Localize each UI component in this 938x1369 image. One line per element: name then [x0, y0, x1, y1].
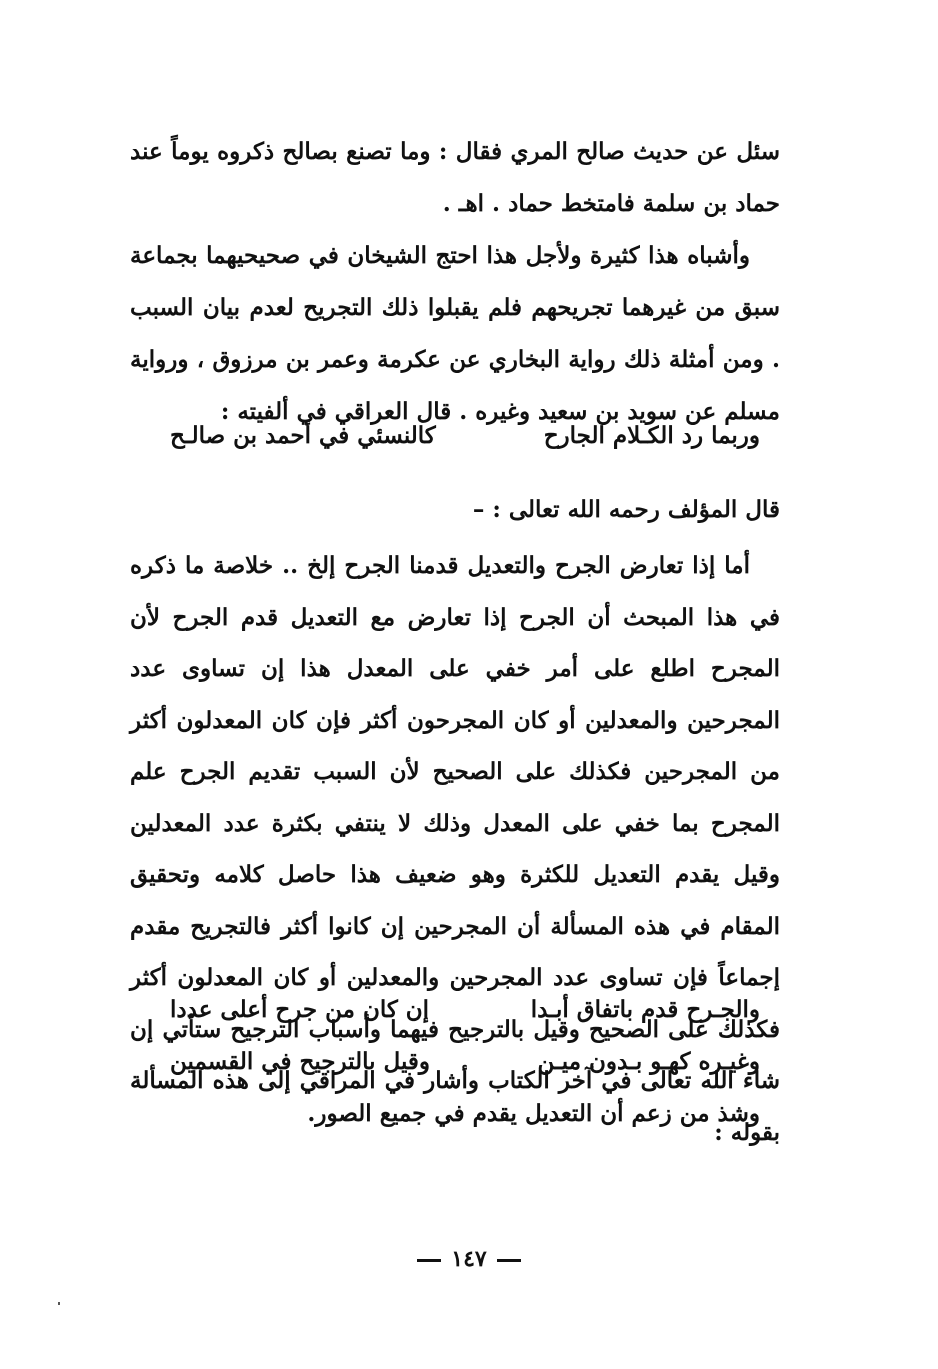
- section-heading: قال المؤلف رحمه الله تعالى : –: [472, 496, 780, 523]
- page-number-dash-left: [417, 1259, 441, 1262]
- verse-2-right-hemistich: والجـرح قدم باتفاق أبـدا: [530, 996, 760, 1023]
- closing-line: وشذ من زعم أن التعديل يقدم في جميع الصور.: [307, 1100, 760, 1127]
- page-number: ١٤٧: [451, 1246, 487, 1272]
- paragraph-1: سئل عن حديث صالح المري فقال : وما تصنع بصالح ذكروه يوماً عند حماد بن سلمة فامتخط حماد . اهـ .: [130, 138, 780, 217]
- verse-3-left-hemistich: وقيل بالترجيح في القسمين: [170, 1048, 430, 1075]
- scan-speck: [58, 1302, 60, 1305]
- verse-2-left-hemistich: إن كان من جرح أعلى عددا: [170, 996, 430, 1023]
- verse-1-right-hemistich: وربما رد الكـلام الجارح: [543, 422, 760, 449]
- paragraph-2: وأشباه هذا كثيرة ولأجل هذا احتج الشيخان في صحيحيهما بجماعة سبق من غيرهما تجريحهم فلم يقبلوا ذلك التجريح لعدم بيان السبب . ومن أمثلة ذلك رواية البخاري عن عكرمة وعمر بن مرزوق ، ورواية مسلم عن سويد بن سعيد وغيره . قال العراقي في ألفيته :: [130, 242, 780, 425]
- verse-line-1: [170, 422, 760, 449]
- verse-3-right-hemistich: وغيـره كهـو بـدون ميـن: [537, 1048, 760, 1075]
- paragraph-3: أما إذا تعارض الجرح والتعديل قدمنا الجرح إلخ .. خلاصة ما ذكره في هذا المبحث أن الجرح إذا تعارض مع التعديل قدم الجرح لأن المجرح اطلع على أمر خفي على المعدل هذا إن تساوى عدد المجرحين والمعدلين أو كان المجرحون أكثر فإن كان المعدلون أكثر من المجرحين فكذلك على الصحيح لأن السبب تقديم الجرح علم المجرح بما خفي على المعدل وذلك لا ينتفي بكثرة عدد المعدلين وقيل يقدم التعديل للكثرة وهو ضعيف هذا حاصل كلامه وتحقيق المقام في هذه المسألة أن المجرحين إن كانوا أكثر فالتجريح مقدم إجماعاً فإن تساوى عدد المجرحين والمعدلين أو كان المعدلون أكثر فكذلك على الصحيح وقيل بالترجيح فيهما وأسباب الترجيح ستأتي إن شاء الله تعالى في آخر الكتاب وأشار في المراقي إلى هذه المسألة بقوله :: [130, 552, 780, 1146]
- page-number-dash-right: [497, 1259, 521, 1262]
- verse-1-left-hemistich: كالنسئي في أحمد بن صالـح: [170, 422, 436, 449]
- verse-line-2: [170, 996, 760, 1023]
- page-number-footer: [0, 1246, 938, 1272]
- verse-line-3: [170, 1048, 760, 1075]
